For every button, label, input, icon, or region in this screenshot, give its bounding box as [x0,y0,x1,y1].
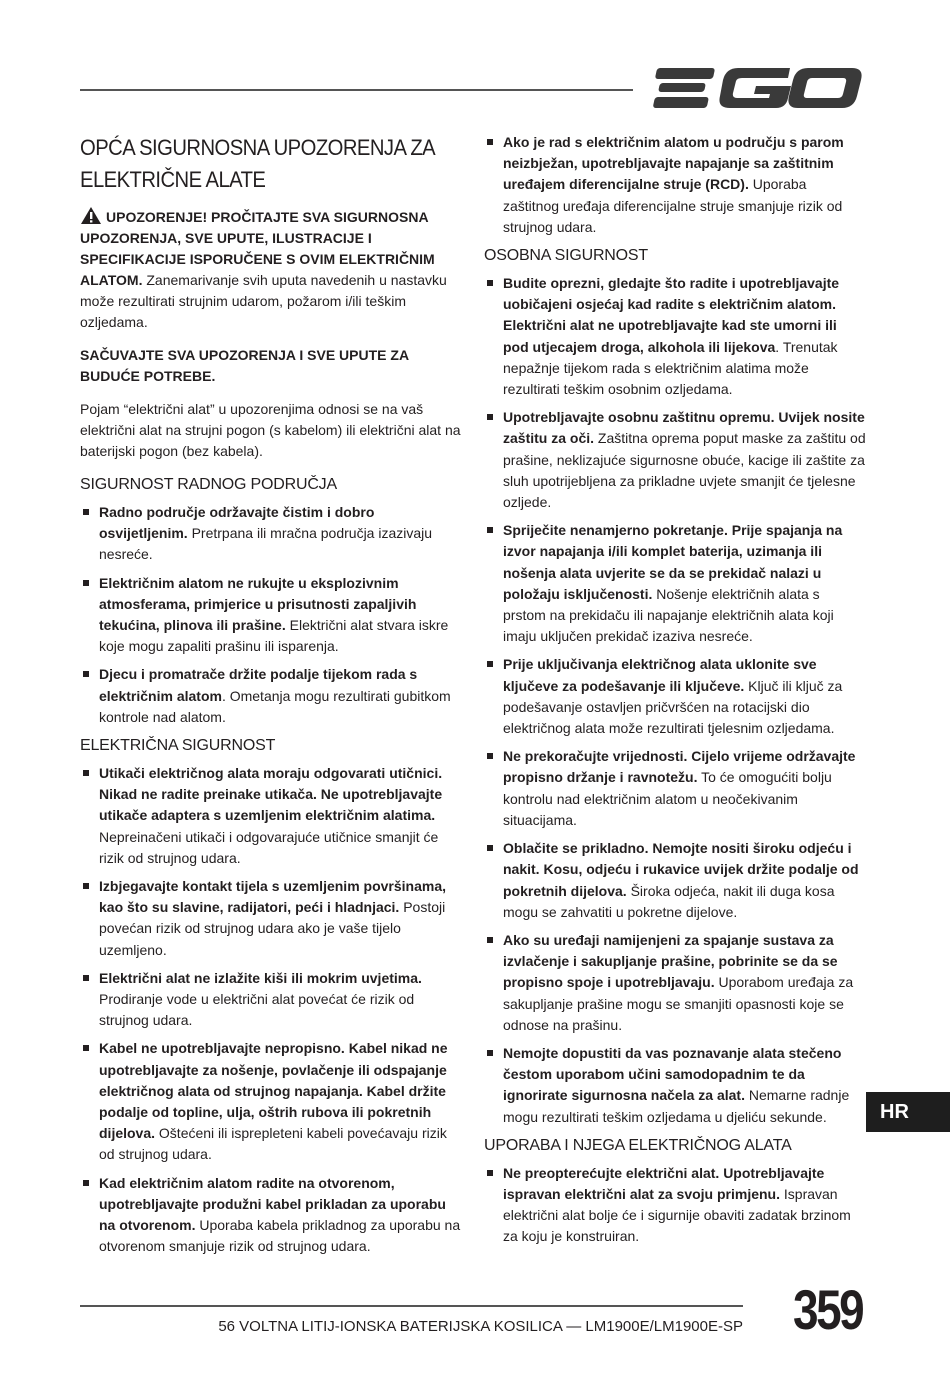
list-item: Radno područje održavajte čistim i dobro osvijetljenim. Pretrpana ili mračna područja izazivaju nesreće. [80,502,462,566]
list-item: Električnim alatom ne rukujte u eksplozivnim atmosferama, primjerice u prisutnosti zapaljivih tekućina, plinova ili prašine. Električni alat stvara iskre koje mogu zapaliti prašinu ili isparenja. [80,573,462,658]
list-item: Spriječite nenamjerno pokretanje. Prije spajanja na izvor napajanja i/ili komplet baterija, uzimanja ili nošenja alata uvjerite se da se prekidač nalazi u položaju isključenosti. Nošenje električnih alata s prstom na prekidaču ili napajanje električnih alata koji imaju uključen prekidač izaziva nesreće. [484,520,866,647]
header-rule [80,89,633,91]
page-title: OPĆA SIGURNOSNA UPOZORENJA ZA ELEKTRIČNE ALATE [80,135,435,192]
list-item: Upotrebljavajte osobnu zaštitnu opremu. Uvijek nosite zaštitu za oči. Zaštitna oprema poput maske za zaštitu od prašine, neklizajuće sigurnosne obuće, kacige ili zaštite za sluh upotrijebljena za prikladne uvjete smanjit će tjelesne ozljede. [484,407,866,513]
list-item: Ako su uređaji namijenjeni za spajanje sustava za izvlačenje i sakupljanje prašine, pobrinite se da se propisno spoje i upotrebljavaju. Uporabom uređaja za sakupljanje prašine mogu se smanjiti opasnosti koje se odnose na prašinu. [484,930,866,1036]
work-area-list [80,502,462,728]
footer-rule [80,1305,743,1307]
ego-logo [652,64,862,112]
tool-use-list [484,1163,866,1248]
definition-paragraph: Pojam “električni alat” u upozorenjima odnosi se na vaš električni alat na strujni pogon (s kabelom) ili električni alat na baterijski pogon (bez kabela). [80,401,461,459]
list-item: Prije uključivanja električnog alata uklonite sve ključeve za podešavanje ili ključeve. Ključ ili ključ za podešavanje ostavljen pričvršćen na rotacijski dio električnog alata može rezultirati tjelesnim ozljedama. [484,654,866,739]
section-heading-personal: OSOBNA SIGURNOST [484,247,648,265]
list-item: Ako je rad s električnim alatom u području s parom neizbježan, upotrebljavajte napajanje sa zaštitnim uređajem diferencijalne struje (RCD). Uporaba zaštitnog uređaja diferencijalne struje smanjuje rizik od strujnog udara. [484,132,866,238]
list-item: Kad električnim alatom radite na otvorenom, upotrebljavajte produžni kabel prikladan za uporabu na otvorenom. Uporaba kabela prikladnog za uporabu na otvorenom smanjuje rizik od strujnog udara. [80,1173,462,1258]
warning-triangle-icon [80,206,102,225]
list-item: Nemojte dopustiti da vas poznavanje alata stečeno čestom uporabom učini samodopadnim te da ignorirate sigurnosna načela za alat. Nemarne radnje mogu rezultirati teškim ozljedama u djeliću sekunde. [484,1043,866,1128]
list-item: Izbjegavajte kontakt tijela s uzemljenim površinama, kao što su slavine, radijatori, peći i hladnjaci. Postoji povećan rizik od strujnog udara ako je vaše tijelo uzemljeno. [80,876,462,961]
section-heading-tool-use: UPORABA I NJEGA ELEKTRIČNOG ALATA [484,1136,792,1154]
warning-text: Zanemarivanje svih uputa navedenih u nastavku može rezultirati strujnim udarom, požarom i/ili teškim ozljedama. [80,272,447,330]
left-column [80,132,462,1265]
warning-bold: UPOZORENJE! PROČITAJTE SVA SIGURNOSNA UPOZORENJA, SVE UPUTE, ILUSTRACIJE I SPECIFIKACIJE ISPORUČENE S OVIM ELEKTRIČNIM ALATOM. [80,209,435,288]
electrical-list [80,763,462,1257]
warning-paragraph [80,206,462,333]
save-instructions: SAČUVAJTE SVA UPOZORENJA I SVE UPUTE ZA BUDUĆE POTREBE. [80,347,409,384]
list-item: Kabel ne upotrebljavajte nepropisno. Kabel nikad ne upotrebljavajte za nošenje, povlačenje ili odspajanje električnog alata od strujnog napajanja. Kabel držite podalje od topline, ulja, oštrih rubova ili pokretnih dijelova. Oštećeni ili isprepleteni kabeli povećavaju rizik od strujnog udara. [80,1038,462,1165]
language-tab: HR [866,1092,950,1132]
section-heading-work-area: SIGURNOST RADNOG PODRUČJA [80,476,337,493]
list-item: Utikači električnog alata moraju odgovarati utičnici. Nikad ne radite preinake utikača. Ne upotrebljavajte utikače adaptera s uzemljenim električnim alatima. Nepreinačeni utikači i odgovarajuće utičnice smanjit će rizik od strujnog udara. [80,763,462,869]
personal-safety-list [484,273,866,1128]
right-column [484,132,866,1255]
list-item: Djecu i promatrače držite podalje tijekom rada s električnim alatom. Ometanja mogu rezultirati gubitkom kontrole nad alatom. [80,664,462,728]
electrical-list-continued [484,132,866,238]
section-heading-electrical: ELEKTRIČNA SIGURNOST [80,737,276,755]
list-item: Električni alat ne izlažite kiši ili mokrim uvjetima. Prodiranje vode u električni alat povećat će rizik od strujnog udara. [80,968,462,1032]
list-item: Ne preopterećujte električni alat. Upotrebljavajte ispravan električni alat za svoju primjenu. Ispravan električni alat bolje će i sigurnije obaviti zadatak brzinom za koju je konstruiran. [484,1163,866,1248]
list-item: Oblačite se prikladno. Nemojte nositi široku odjeću i nakit. Kosu, odjeću i rukavice uvijek držite podalje od pokretnih dijelova. Široka odjeća, nakit ili duga kosa mogu se zahvatiti u pokretne dijelove. [484,838,866,923]
page-number: 359 [793,1278,863,1341]
list-item: Ne prekoračujte vrijednosti. Cijelo vrijeme održavajte propisno držanje i ravnotežu. To će omogućiti bolju kontrolu nad električnim alatom u neočekivanim situacijama. [484,746,866,831]
footer-product-title: 56 VOLTNA LITIJ-IONSKA BATERIJSKA KOSILICA — LM1900E/LM1900E-SP [218,1318,743,1335]
list-item: Budite oprezni, gledajte što radite i upotrebljavajte uobičajeni osjećaj kad radite s električnim alatom. Električni alat ne upotrebljavajte kad ste umorni ili pod utjecajem droga, alkohola ili lijekova. Trenutak nepažnje tijekom rada s električnim alatima može rezultirati teškim osobnim ozljedama. [484,273,866,400]
